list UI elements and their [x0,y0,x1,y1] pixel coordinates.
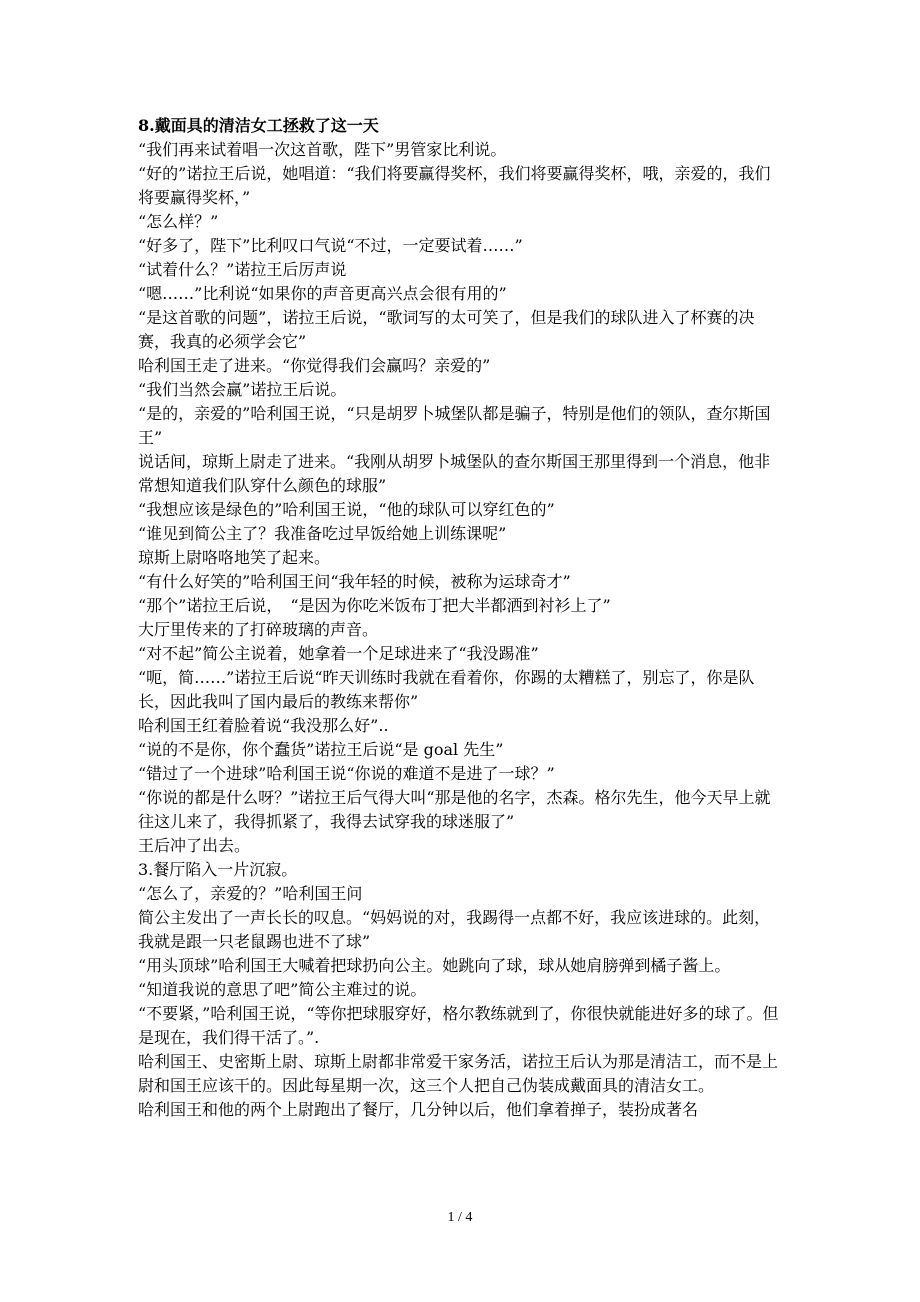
paragraph: “知道我说的意思了吧”简公主难过的说。 [138,980,427,999]
paragraph: 哈利国王走了进来。“你觉得我们会赢吗？亲爱的” [138,356,491,375]
paragraph: “你说的都是什么呀？”诺拉王后气得大叫“那是他的名字，杰森。格尔先生，他今天早上就往这儿来了，我得抓紧了，我得去试穿我的球迷服了” [138,788,771,831]
paragraph: 王后冲了出去。 [138,836,251,855]
document-body [138,114,786,1122]
paragraph: 哈利国王和他的两个上尉跑出了餐厅，几分钟以后，他们拿着掸子，装扮成著名 [138,1100,699,1119]
paragraph: “试着什么？”诺拉王后厉声说 [138,260,347,279]
paragraph: 简公主发出了一声长长的叹息。“妈妈说的对，我踢得一点都不好，我应该进球的。此刻，我就是跟一只老鼠踢也进不了球” [138,908,771,951]
paragraph: 琼斯上尉咯咯地笑了起来。 [138,548,331,567]
paragraph: 说话间，琼斯上尉走了进来。“我刚从胡罗卜城堡队的查尔斯国王那里得到一个消息，他非常想知道我们队穿什么颜色的球服” [138,452,771,495]
paragraph: “怎么了，亲爱的？”哈利国王问 [138,884,363,903]
paragraph: 哈利国王、史密斯上尉、琼斯上尉都非常爱干家务活，诺拉王后认为那是清洁工，而不是上尉和国王应该干的。因此每星期一次，这三个人把自己伪装成戴面具的清洁女工。 [138,1052,779,1095]
paragraph: “怎么样？” [138,212,219,231]
paragraph: “用头顶球”哈利国王大喊着把球扔向公主。她跳向了球，球从她肩膀弹到橘子酱上。 [138,956,731,975]
story-paragraphs [138,138,786,1122]
story-title: 8.戴面具的清洁女工拯救了这一天 [138,116,379,135]
paragraph: 3.餐厅陷入一片沉寂。 [138,860,298,879]
paragraph: “说的不是你，你个蠢货”诺拉王后说“是 goal 先生” [138,740,504,759]
paragraph: “我们当然会赢”诺拉王后说。 [138,380,347,399]
paragraph: 哈利国王红着脸着说“我没那么好”.. [138,716,389,735]
paragraph: “好的”诺拉王后说，她唱道：“我们将要赢得奖杯，我们将要赢得奖杯，哦，亲爱的，我们将要赢得奖杯，” [138,164,771,207]
paragraph: “我们再来试着唱一次这首歌，陛下”男管家比利说。 [138,140,507,159]
paragraph: “好多了，陛下”比利叹口气说“不过，一定要试着……” [138,236,523,255]
paragraph: “是这首歌的问题”，诺拉王后说，“歌词写的太可笑了，但是我们的球队进入了杯赛的决赛，我真的必须学会它” [138,308,755,351]
paragraph: “我想应该是绿色的”哈利国王说，“他的球队可以穿红色的” [138,500,555,519]
page-number: 1 / 4 [447,1210,473,1225]
paragraph: 大厅里传来的了打碎玻璃的声音。 [138,620,379,639]
paragraph: “对不起”简公主说着，她拿着一个足球进来了“我没踢准” [138,644,539,663]
paragraph: “谁见到简公主了？我准备吃过早饭给她上训练课呢” [138,524,507,543]
paragraph: “那个”诺拉王后说， “是因为你吃米饭布丁把大半都洒到衬衫上了” [138,596,611,615]
paragraph: “不要紧，”哈利国王说，“等你把球服穿好，格尔教练就到了，你很快就能进好多的球了。但是现在，我们得干活了。”. [138,1004,779,1047]
paragraph: “嗯……”比利说“如果你的声音更高兴点会很有用的” [138,284,507,303]
paragraph: “是的，亲爱的”哈利国王说，“只是胡罗卜城堡队都是骗子，特别是他们的领队，查尔斯国王” [138,404,771,447]
paragraph: “呃，简……”诺拉王后说“昨天训练时我就在看着你，你踢的太糟糕了，别忘了，你是队长，因此我叫了国内最后的教练来帮你” [138,668,755,711]
paragraph: “有什么好笑的”哈利国王问“我年轻的时候，被称为运球奇才” [138,572,571,591]
paragraph: “错过了一个进球”哈利国王说“你说的难道不是进了一球？” [138,764,555,783]
